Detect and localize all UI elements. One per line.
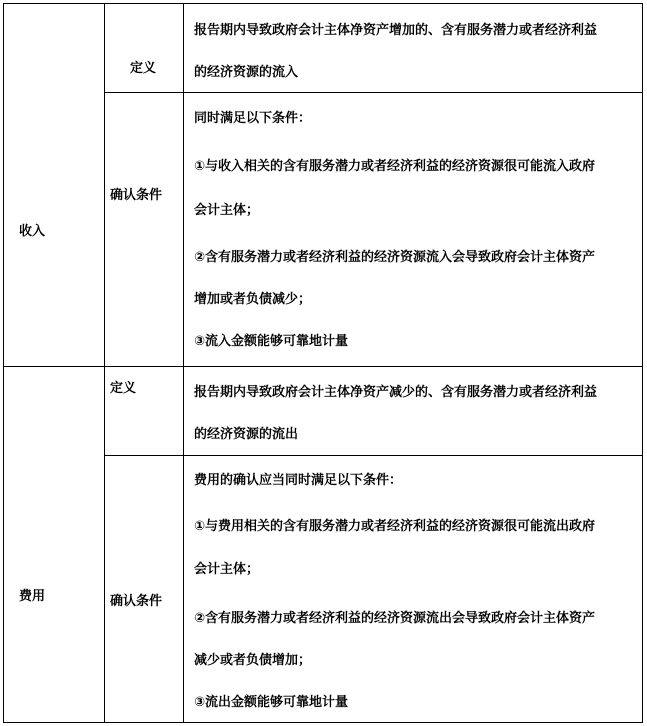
income-definition-line-2: 的经济资源的流入	[194, 65, 299, 80]
category-income: 收入	[19, 224, 46, 239]
table-border-right	[642, 3, 643, 723]
income-recognition-line-4: ②含有服务潜力或者经济利益的经济资源流入会导致政府会计主体资产	[194, 250, 596, 265]
row-divider-expense-def	[104, 455, 643, 456]
income-recognition-label: 确认条件	[110, 188, 163, 203]
expense-recognition-line-1: 费用的确认应当同时满足以下条件：	[194, 473, 403, 488]
expense-recognition-line-6: ③流出金额能够可靠地计量	[194, 695, 349, 710]
expense-definition-line-2: 的经济资源的流出	[194, 427, 299, 442]
column-divider-1	[104, 3, 105, 723]
table-border-left	[3, 3, 4, 723]
table-border-top	[3, 3, 643, 4]
income-recognition-line-5: 增加或者负债减少；	[194, 292, 312, 307]
table-border-bottom	[3, 722, 643, 723]
column-divider-2	[183, 3, 184, 723]
expense-recognition-label: 确认条件	[110, 594, 163, 609]
category-expense: 费用	[19, 589, 46, 604]
income-recognition-line-3: 会计主体；	[194, 203, 260, 218]
expense-definition-label: 定义	[110, 381, 137, 396]
expense-recognition-line-3: 会计主体；	[194, 562, 260, 577]
income-recognition-line-1: 同时满足以下条件：	[194, 111, 312, 126]
expense-recognition-line-5: 减少或者负债增加；	[194, 653, 312, 668]
expense-recognition-line-4: ②含有服务潜力或者经济利益的经济资源流出会导致政府会计主体资产	[194, 611, 596, 626]
expense-definition-line-1: 报告期内导致政府会计主体净资产减少的、含有服务潜力或者经济利益	[194, 385, 598, 400]
criteria-table	[3, 3, 643, 723]
row-divider-income-expense	[3, 366, 643, 367]
income-recognition-line-2: ①与收入相关的含有服务潜力或者经济利益的经济资源很可能流入政府	[194, 159, 596, 174]
income-definition-line-1: 报告期内导致政府会计主体净资产增加的、含有服务潜力或者经济利益	[194, 23, 598, 38]
row-divider-income-def	[104, 92, 643, 93]
income-recognition-line-6: ③流入金额能够可靠地计量	[194, 334, 349, 349]
income-definition-label: 定义	[130, 61, 157, 76]
expense-recognition-line-2: ①与费用相关的含有服务潜力或者经济利益的经济资源很可能流出政府	[194, 519, 596, 534]
